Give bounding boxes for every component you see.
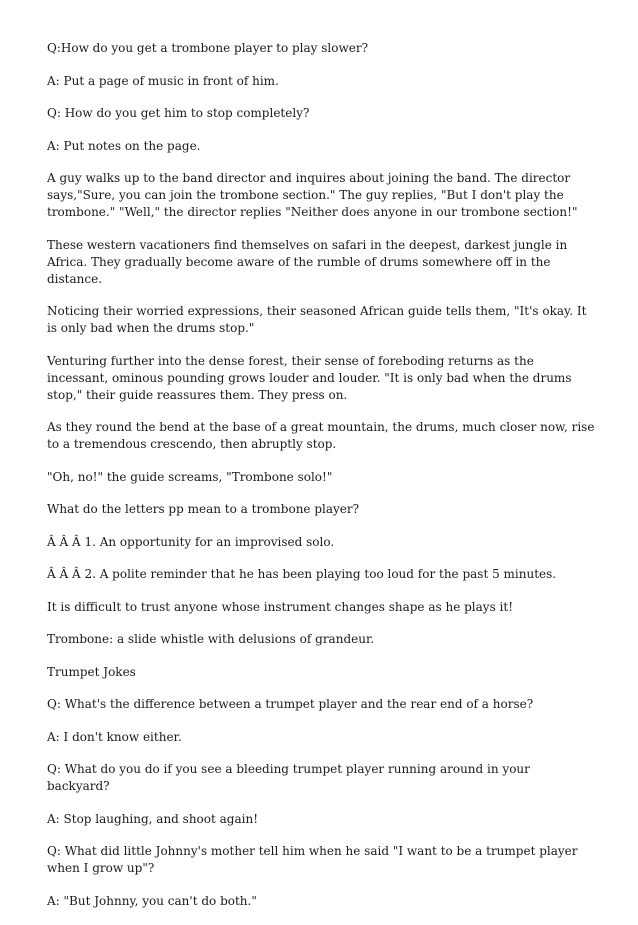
paragraph-instrument-shape: It is difficult to trust anyone whose instrument changes shape as he plays it! xyxy=(47,599,514,614)
paragraph-band-director-joke: A guy walks up to the band director and inquires about joining the band. The director says,"Sure, you can join the trombone section." The guy replies, "But I don't play the trombone." "Well," the director replies "Neither does anyone in our trombone section!" xyxy=(47,171,578,219)
paragraph-johnny-question: Q: What did little Johnny's mother tell him when he said "I want to be a trumpet player when I grow up"? xyxy=(47,844,578,875)
paragraph-horse-question: Q: What's the difference between a trumpet player and the rear end of a horse? xyxy=(47,697,534,711)
paragraph-safari-intro: These western vacationers find themselves on safari in the deepest, darkest jungle in Africa. They gradually become aware of the rumble of drums somewhere off in the distance. xyxy=(47,237,568,286)
paragraph-trombone-slower-question: Q:How do you get a trombone player to play slower? xyxy=(47,41,369,55)
document-page xyxy=(47,40,595,925)
paragraph-guide-reassurance: Noticing their worried expressions, their seasoned African guide tells them, "It's okay. It is only bad when the drums stop." xyxy=(47,304,587,335)
paragraph-slide-whistle: Trombone: a slide whistle with delusions of grandeur. xyxy=(47,632,375,646)
paragraph-johnny-answer: A: "But Johnny, you can't do both." xyxy=(47,893,257,908)
paragraph-pp-answer-2: Â Â Â 2. A polite reminder that he has been playing too loud for the past 5 minutes. xyxy=(47,567,557,581)
paragraph-pp-answer-1: Â Â Â 1. An opportunity for an improvised solo. xyxy=(47,534,335,549)
section-heading-trumpet-jokes: Trumpet Jokes xyxy=(47,664,136,679)
paragraph-trombone-solo-punchline: "Oh, no!" the guide screams, "Trombone solo!" xyxy=(47,469,333,484)
paragraph-stop-completely-question: Q: How do you get him to stop completely? xyxy=(47,106,310,120)
paragraph-horse-answer: A: I don't know either. xyxy=(47,729,182,744)
paragraph-backyard-answer: A: Stop laughing, and shoot again! xyxy=(47,811,259,826)
paragraph-drums-stop: As they round the bend at the base of a great mountain, the drums, much closer now, rise to a tremendous crescendo, then abruptly stop. xyxy=(47,420,595,451)
paragraph-dense-forest: Venturing further into the dense forest, their sense of foreboding returns as the incessant, ominous pounding grows louder and louder. "It is only bad when the drums stop," their guide reassures them. They press on. xyxy=(47,353,572,402)
paragraph-trombone-slower-answer: A: Put a page of music in front of him. xyxy=(47,73,279,88)
paragraph-stop-completely-answer: A: Put notes on the page. xyxy=(47,138,201,153)
paragraph-backyard-question: Q: What do you do if you see a bleeding trumpet player running around in your backyard? xyxy=(47,762,530,793)
paragraph-pp-question: What do the letters pp mean to a trombone player? xyxy=(47,502,360,516)
